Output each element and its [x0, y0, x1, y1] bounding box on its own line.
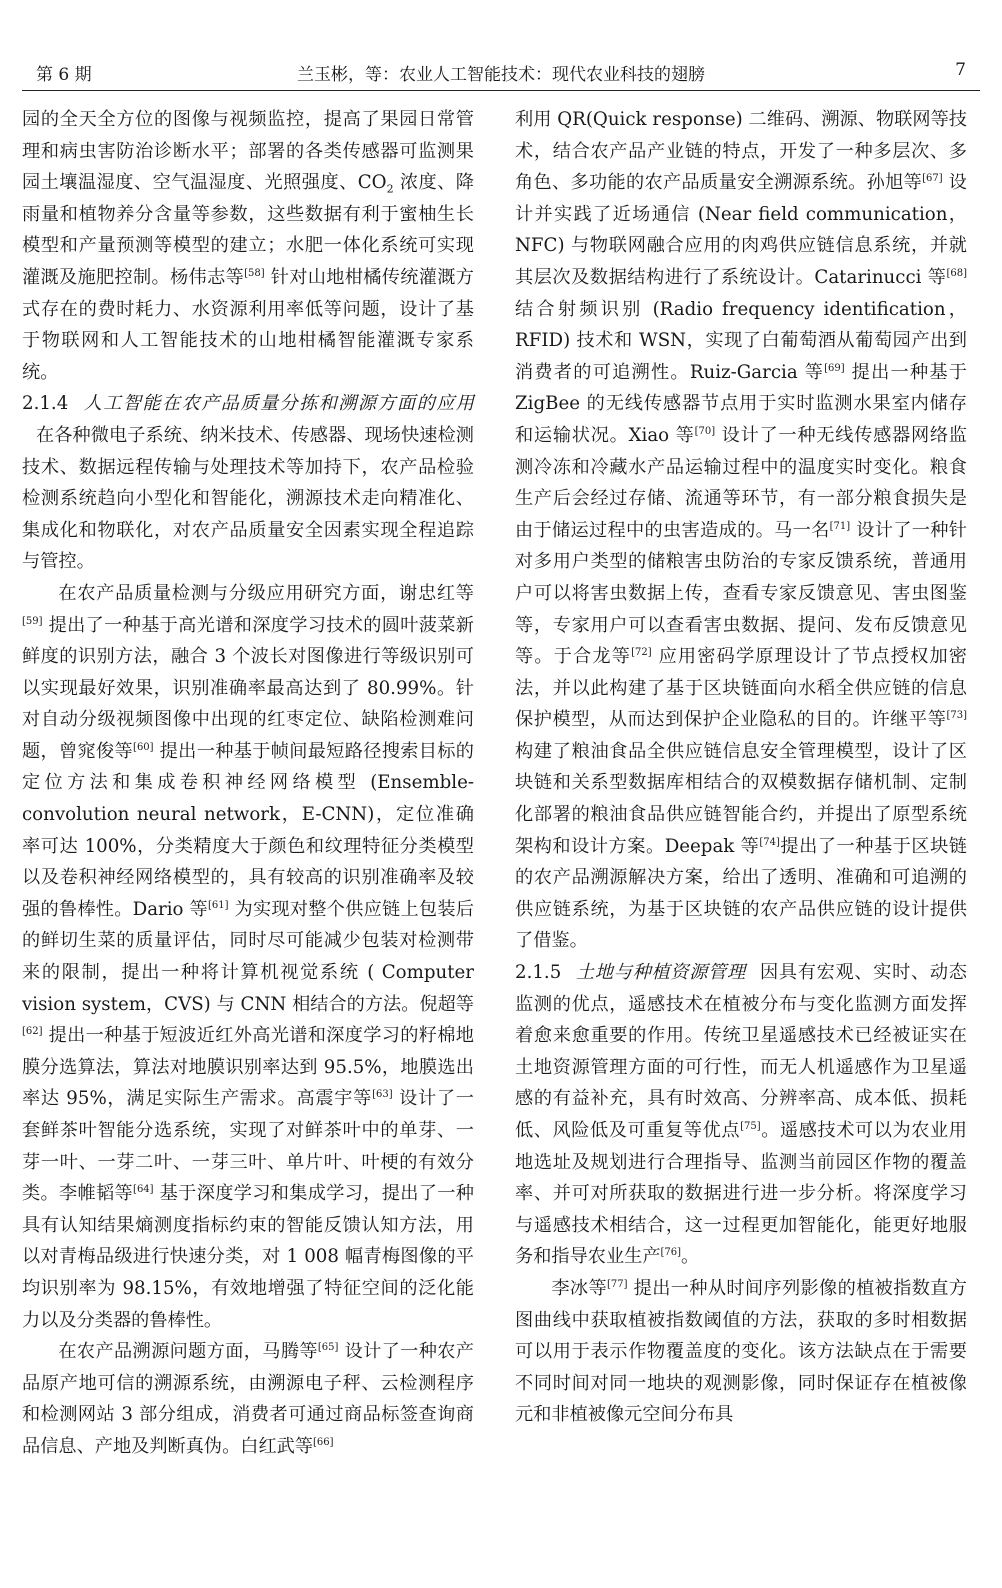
- citation[interactable]: [60]: [133, 741, 154, 753]
- text-run: 结合射频识别 (Radio frequency identification，RFID) 技术和 WSN，实现了白葡萄酒从葡萄园产出到消费者的可追溯性。Ruiz-Garcia 等: [515, 298, 967, 383]
- text-run: 2: [386, 182, 394, 196]
- text-run: 浓度、降雨量和植物养分含量等参数，这些数据有利于蜜柚生长模型和产量预测等模型的建立；水肥一体化系统可实现灌溉及施肥控制。杨伟志等: [22, 172, 474, 288]
- citation[interactable]: [76]: [660, 1247, 682, 1259]
- text-run: 园的全天全方位的图像与视频监控，提高了果园日常管理和病虫害防治诊断水平；部署的各类传感器可监测果园土壤温湿度、空气温湿度、光照强度、: [22, 109, 474, 194]
- paragraph: [22, 578, 474, 1336]
- text-run: 为实现对整个供应链上包装后的鲜切生菜的质量评估，同时尽可能减少包装对检测带来的限制，提出一种将计算机视觉系统 ( Computer vision system，CVS) 与 CNN 相结合的方法。倪超等: [22, 898, 474, 1015]
- text-run: 设计了一种农产品原产地可信的溯源系统，由溯源电子秤、云检测程序和检测网站 3 部分组成，消费者可通过商品标签查询商品信息、产地及判断真伪。白红武等: [22, 1341, 474, 1457]
- text-run: 利用 QR(Quick response) 二维码、溯源、物联网等技术，结合农产品产业链的特点，开发了一种多层次、多角色、多功能的农产品质量安全溯源系统。孙旭等: [515, 109, 967, 194]
- text-run: 提出了一种基于高光谱和深度学习技术的圆叶菠菜新鲜度的识别方法，融合 3 个波长对图像进行等级识别可以实现最好效果，识别准确率最高达到了 80.99%。针对自动分级视频图像中出现的红枣定位、缺陷检测难问题，曾窕俊等: [22, 614, 474, 762]
- running-header: [22, 58, 980, 91]
- text-run: 构建了粮油食品全供应链信息安全管理模型，设计了区块链和关系型数据库相结合的双模数据存储机制、定制化部署的粮油食品供应链智能合约，并提出了原型系统架构和设计方案。Deepak 等: [515, 740, 967, 857]
- issue-number: 第 6 期: [36, 65, 92, 85]
- text-run: CO: [357, 172, 387, 194]
- text-run: 。: [681, 1246, 700, 1268]
- section-2-1-4: [22, 388, 474, 578]
- text-run: 提出一种基于帧间最短路径搜索目标的定位方法和集成卷积神经网络模型 (Ensemble-convolution neural network，E-CNN)，定位准确率可达 100%，分类精度大于颜色和纹理特征分类模型以及卷积神经网络模型的，具有较高的识别准确率及较强的鲁棒性。Dario 等: [22, 740, 474, 920]
- text-run: 因具有宏观、实时、动态监测的优点，遥感技术在植被分布与变化监测方面发挥着愈来愈重要的作用。传统卫星遥感技术已经被证实在土地资源管理方面的可行性，而无人机遥感作为卫星遥感的有益补充，具有时效高、分辨率高、成本低、损耗低、风险低及可重复等优点: [515, 962, 967, 1141]
- section-2-1-5: [515, 957, 967, 1273]
- section-number: 2.1.4: [22, 393, 69, 415]
- section-title: 人工智能在农产品质量分拣和溯源方面的应用: [82, 393, 474, 415]
- text-run: 基于深度学习和集成学习，提出了一种具有认知结果熵测度指标约束的智能反馈认知方法，用以对青梅品级进行快速分类，对 1 008 幅青梅图像的平均识别率为 98.15%，有效地增强了特征空间的泛化能力以及分类器的鲁棒性。: [22, 1183, 474, 1331]
- text-run: 设计了一种针对多用户类型的储粮害虫防治的专家反馈系统，普通用户可以将害虫数据上传，查看专家反馈意见、害虫图鉴等，专家用户可以查看害虫数据、提问、发布反馈意见等。于合龙等: [515, 519, 967, 668]
- citation[interactable]: [67]: [922, 173, 943, 185]
- citation[interactable]: [75]: [740, 1120, 761, 1132]
- citation[interactable]: [58]: [244, 267, 265, 279]
- citation[interactable]: [77]: [607, 1278, 628, 1290]
- citation[interactable]: [59]: [22, 615, 43, 627]
- citation[interactable]: [71]: [829, 520, 851, 532]
- text-run: 设计了一种无线传感器网络监测冷冻和冷藏水产品运输过程中的温度实时变化。粮食生产后会经过存储、流通等环节，有一部分粮食损失是由于储运过程中的虫害造成的。马一名: [515, 424, 967, 541]
- text-run: 提出一种基于 ZigBee 的无线传感器节点用于实时监测水果室内储存和运输状况。Xiao 等: [515, 361, 967, 446]
- text-run: 提出一种基于短波近红外高光谱和深度学习的籽棉地膜分选算法，算法对地膜识别率达到 95.5%，地膜选出率达 95%，满足实际生产需求。高震宇等: [22, 1025, 474, 1110]
- text-run: 在各种微电子系统、纳米技术、传感器、现场快速检测技术、数据远程传输与处理技术等加持下，农产品检验检测系统趋向小型化和智能化，溯源技术走向精准化、集成化和物联化，对农产品质量安全因素实现全程追踪与管控。: [22, 424, 474, 573]
- text-run: 设计并实践了近场通信 (Near field communication，NFC) 与物联网融合应用的肉鸡供应链信息系统，并就其层次及数据结构进行了系统设计。Catarinucci 等: [515, 172, 967, 288]
- citation[interactable]: [65]: [317, 1342, 339, 1354]
- left-column: [22, 104, 474, 1463]
- text-run: 针对山地柑橘传统灌溉方式存在的费时耗力、水资源利用率低等问题，设计了基于物联网和人工智能技术的山地柑橘智能灌溉专家系统。: [22, 266, 474, 383]
- text-run: 设计了一套鲜茶叶智能分选系统，实现了对鲜茶叶中的单芽、一芽一叶、一芽二叶、一芽三叶、单片叶、叶梗的有效分类。李帷韬等: [22, 1088, 474, 1205]
- text-run: 。遥感技术可以为农业用地选址及规划进行合理指导、监测当前园区作物的覆盖率、并可对所获取的数据进行进一步分析。将深度学习与遥感技术相结合，这一过程更加智能化，能更好地服务和指导农业生产: [515, 1120, 967, 1268]
- section-number: 2.1.5: [515, 962, 562, 984]
- text-run: 提出了一种基于区块链的农产品溯源解决方案，给出了透明、准确和可追溯的供应链系统，为基于区块链的农产品供应链的设计提供了借鉴。: [515, 835, 967, 952]
- paragraph: [22, 104, 474, 388]
- page-number: 7: [955, 60, 966, 80]
- citation[interactable]: [64]: [133, 1184, 154, 1196]
- citation[interactable]: [73]: [946, 710, 967, 722]
- paragraph: [515, 104, 967, 957]
- citation[interactable]: [70]: [694, 425, 716, 437]
- text-run: 在农产品溯源问题方面，马腾等: [58, 1341, 318, 1363]
- paragraph: [22, 1336, 474, 1462]
- citation[interactable]: [61]: [207, 899, 229, 911]
- citation[interactable]: [74]: [759, 836, 780, 848]
- running-title: 兰玉彬，等：农业人工智能技术：现代农业科技的翅膀: [297, 65, 705, 85]
- text-run: 应用密码学原理设计了节点授权加密法，并以此构建了基于区块链面向水稻全供应链的信息保护模型，从而达到保护企业隐私的目的。许继平等: [515, 646, 967, 731]
- citation[interactable]: [72]: [631, 647, 652, 659]
- text-run: 李冰等: [551, 1277, 608, 1299]
- right-column: [515, 104, 967, 1431]
- paragraph: [515, 1273, 967, 1431]
- citation[interactable]: [62]: [22, 1026, 43, 1038]
- citation[interactable]: [68]: [946, 267, 967, 279]
- text-run: 提出一种从时间序列影像的植被指数直方图曲线中获取植被指数阈值的方法，获取的多时相数据可以用于表示作物覆盖度的变化。该方法缺点在于需要不同时间对同一地块的观测影像，同时保证存在植被像元和非植被像元空间分布具: [515, 1277, 967, 1426]
- section-title: 土地与种植资源管理: [575, 962, 746, 984]
- citation[interactable]: [69]: [824, 362, 845, 374]
- citation[interactable]: [66]: [313, 1436, 334, 1448]
- text-run: 在农产品质量检测与分级应用研究方面，谢忠红等: [58, 582, 474, 604]
- citation[interactable]: [63]: [372, 1089, 393, 1101]
